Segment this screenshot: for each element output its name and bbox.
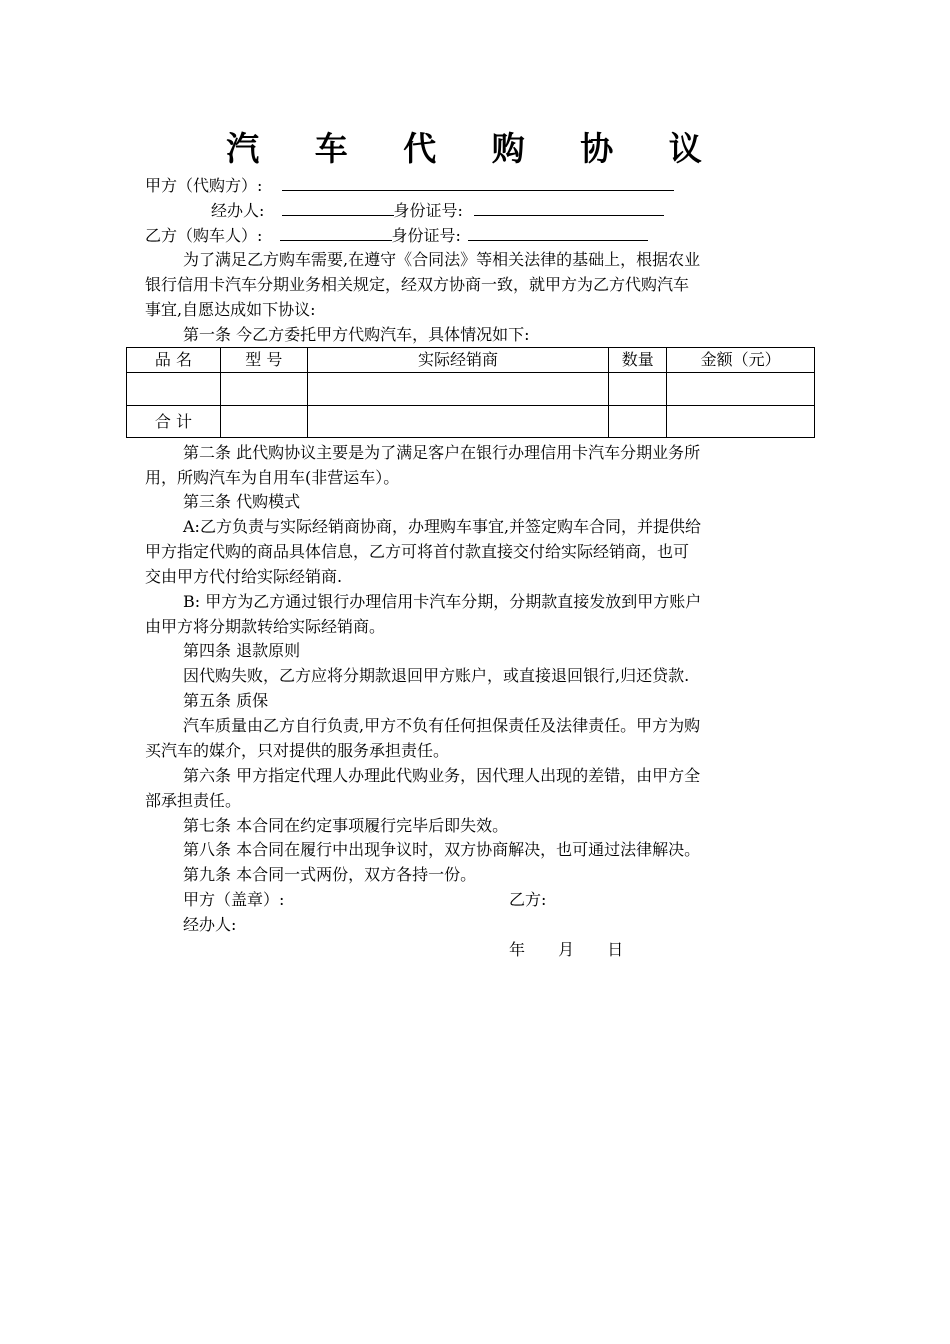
party-b-sign-label: 乙方: (509, 890, 547, 909)
article-9: 第九条 本合同一式两份，双方各持一份。 (183, 865, 477, 884)
party-b-id-field[interactable] (468, 224, 648, 241)
party-b-id-label: 身份证号: (391, 226, 461, 245)
article-3a-line-1: A:乙方负责与实际经销商协商，办理购车事宜,并签定购车合同，并提供给 (183, 517, 702, 536)
article-3-title: 第三条 代购模式 (183, 492, 301, 511)
total-model-cell[interactable] (220, 406, 307, 438)
cell-quantity[interactable] (609, 373, 667, 406)
signing-date (509, 938, 623, 962)
agent-sign-label: 经办人: (183, 915, 237, 934)
header-amount: 金额（元） (667, 348, 815, 373)
table-total-row (127, 406, 815, 438)
party-a-id-label: 身份证号: (393, 201, 463, 220)
total-amount-cell[interactable] (667, 406, 815, 438)
article-1: 第一条 今乙方委托甲方代购汽车，具体情况如下: (183, 325, 530, 344)
cell-dealer[interactable] (307, 373, 609, 406)
date-month-label: 月 (558, 940, 575, 959)
intro-line-2: 银行信用卡汽车分期业务相关规定，经双方协商一致，就甲方为乙方代购汽车 (145, 275, 690, 294)
article-3a-line-3: 交由甲方代付给实际经销商. (145, 567, 343, 586)
party-a-seal-label: 甲方（盖章）: (183, 890, 285, 909)
cell-model[interactable] (220, 373, 307, 406)
cell-product-name[interactable] (127, 373, 221, 406)
article-5-title: 第五条 质保 (183, 691, 269, 710)
agent-name-field[interactable] (282, 199, 394, 216)
article-7: 第七条 本合同在约定事项履行完毕后即失效。 (183, 816, 509, 835)
table-header-row (127, 348, 815, 373)
party-a-agent-line (211, 199, 664, 223)
article-3b-line-1: B: 甲方为乙方通过银行办理信用卡汽车分期，分期款直接发放到甲方账户 (183, 592, 702, 611)
article-4-text: 因代购失败，乙方应将分期款退回甲方账户，或直接退回银行,归还贷款. (183, 666, 690, 685)
header-dealer: 实际经销商 (307, 348, 609, 373)
table-row (127, 373, 815, 406)
article-2-line-1: 第二条 此代购协议主要是为了满足客户在银行办理信用卡汽车分期业务所 (183, 443, 701, 462)
intro-line-3: 事宜,自愿达成如下协议: (145, 300, 316, 319)
intro-line-1: 为了满足乙方购车需要,在遵守《合同法》等相关法律的基础上，根据农业 (183, 250, 701, 269)
article-6-line-1: 第六条 甲方指定代理人办理此代购业务，因代理人出现的差错，由甲方全 (183, 766, 701, 785)
total-label: 合 计 (127, 406, 221, 438)
article-6-line-2: 部承担责任。 (145, 791, 242, 810)
article-4-title: 第四条 退款原则 (183, 641, 301, 660)
agent-label: 经办人: (211, 201, 265, 220)
total-dealer-cell[interactable] (307, 406, 609, 438)
party-a-name-field[interactable] (282, 174, 674, 191)
header-model: 型 号 (220, 348, 307, 373)
article-3a-line-2: 甲方指定代购的商品具体信息，乙方可将首付款直接交付给实际经销商，也可 (145, 542, 690, 561)
article-5-line-2: 买汽车的媒介，只对提供的服务承担责任。 (145, 741, 450, 760)
party-a-line (145, 174, 674, 198)
party-b-name-field[interactable] (280, 224, 392, 241)
article-8: 第八条 本合同在履行中出现争议时，双方协商解决，也可通过法律解决。 (183, 840, 701, 859)
purchase-items-table (126, 347, 815, 438)
document-title: 汽 车 代 购 协 议 (226, 129, 724, 168)
article-2-line-2: 用，所购汽车为自用车(非营运车）。 (145, 468, 400, 487)
date-day-label: 日 (607, 940, 624, 959)
cell-amount[interactable] (667, 373, 815, 406)
party-b-line (145, 224, 648, 248)
header-quantity: 数量 (609, 348, 667, 373)
header-product-name: 品 名 (127, 348, 221, 373)
total-quantity-cell[interactable] (609, 406, 667, 438)
article-5-line-1: 汽车质量由乙方自行负责,甲方不负有任何担保责任及法律责任。甲方为购 (183, 716, 701, 735)
party-a-label: 甲方（代购方）: (145, 176, 263, 195)
date-year-label: 年 (509, 940, 526, 959)
party-b-label: 乙方（购车人）: (145, 226, 263, 245)
party-a-id-field[interactable] (474, 199, 664, 216)
article-3b-line-2: 由甲方将分期款转给实际经销商。 (145, 617, 386, 636)
